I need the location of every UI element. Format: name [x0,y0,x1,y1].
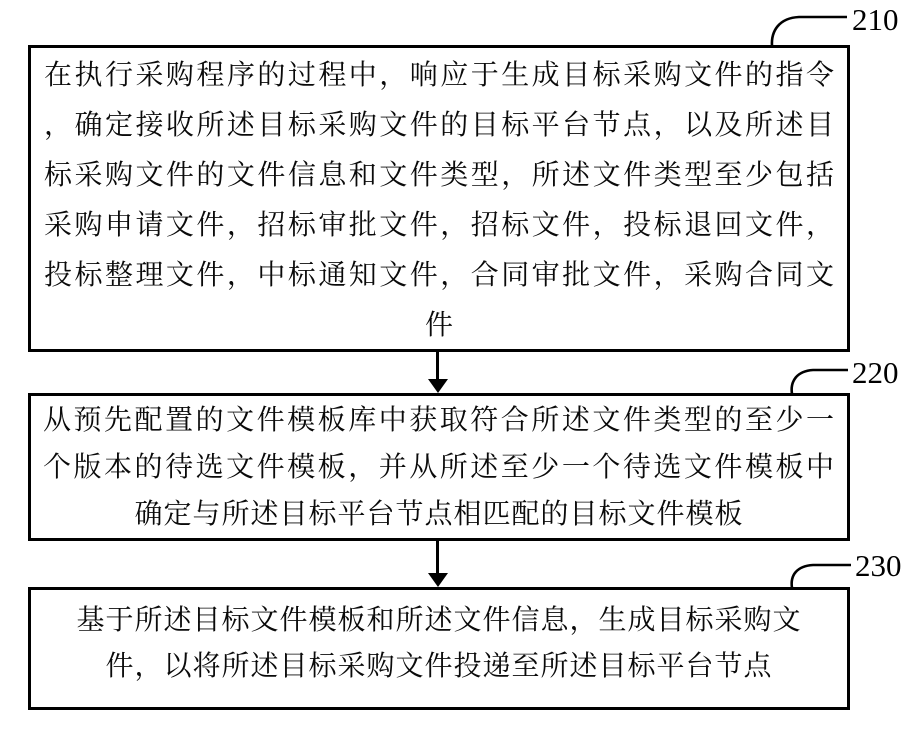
connector-arrow-1-shaft [436,352,439,381]
step-text-line: 个版本的待选文件模板，并从所述至少一个待选文件模板中 [43,452,835,483]
step-text-line: 在执行采购程序的过程中，响应于生成目标采购文件的指令 [44,60,835,91]
step-text-line: 标采购文件的文件信息和文件类型，所述文件类型至少包括 [44,160,835,191]
step-label-220: 220 [852,355,899,390]
step-text-line: 投标整理文件，中标通知文件，合同审批文件，采购合同文 [44,260,835,291]
step-box-220 [28,393,850,541]
step-box-230 [28,587,850,710]
callout-line-220 [792,370,848,394]
arrow-down-icon [428,379,448,393]
step-text-line: 从预先配置的文件模板库中获取符合所述文件类型的至少一 [43,405,835,436]
step-text-line: ，确定接收所述目标采购文件的目标平台节点，以及所述目 [44,110,835,141]
step-text-line: 件 [424,310,454,341]
step-label-230: 230 [855,548,902,583]
arrow-down-icon [428,573,448,587]
step-label-210: 210 [852,2,899,37]
connector-arrow-2-shaft [436,541,439,574]
step-text-line: 采购申请文件，招标审批文件，招标文件，投标退回文件， [44,210,835,241]
step-text-line: 基于所述目标文件模板和所述文件信息，生成目标采购文 [76,605,802,636]
callout-line-230 [792,565,851,588]
step-box-210 [28,45,850,352]
step-text-line: 确定与所述目标平台节点相匹配的目标文件模板 [134,499,744,530]
callout-line-210 [772,17,847,46]
step-text-line: 件，以将所述目标采购文件投递至所述目标平台节点 [105,651,773,682]
